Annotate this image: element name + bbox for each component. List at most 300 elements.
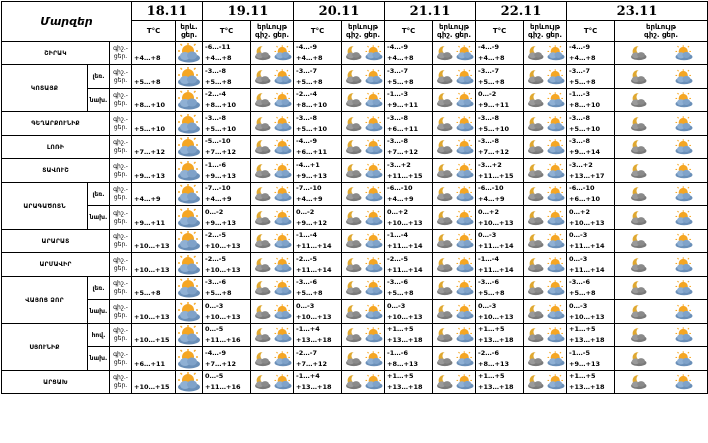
table-row — [2, 159, 708, 183]
sun-cloud-icon — [455, 161, 475, 181]
night-temp: -1…-4 — [478, 254, 499, 263]
day-temp: +6…+11 — [296, 148, 327, 156]
moon-cloud-icon — [525, 302, 545, 322]
sun-cloud-icon — [674, 184, 694, 204]
night-temp: -3…-7 — [569, 66, 590, 75]
sun-cloud-icon — [546, 208, 566, 228]
temperature-cell — [294, 324, 342, 347]
weather-icons-cell — [251, 159, 294, 183]
moon-cloud-icon — [628, 161, 648, 181]
night-temp — [134, 42, 175, 53]
weather-icons-cell — [433, 159, 476, 183]
regions-header: Մարզեր — [2, 2, 132, 42]
night-temp: -4…-9 — [205, 348, 226, 357]
temperature-cell — [132, 159, 176, 183]
moon-cloud-icon — [628, 208, 648, 228]
day-temp: +11…+14 — [569, 265, 605, 274]
temperature-cell — [476, 371, 524, 394]
sun-cloud-icon — [364, 184, 384, 204]
sun-cloud-icon — [364, 231, 384, 251]
sun-cloud-icon — [364, 43, 384, 63]
region-name: ԳԵՂԱՐՔՈՒՆԻՔ — [2, 112, 110, 136]
temperature-cell — [132, 42, 176, 65]
night-temp: -2…-4 — [296, 90, 317, 98]
night-day-label: գիշ.-ցեր. — [110, 183, 132, 206]
temperature-cell — [203, 65, 251, 89]
sun-cloud-icon — [273, 67, 293, 87]
day-temp: +5…+8 — [134, 289, 161, 297]
sun-cloud-icon — [455, 67, 475, 87]
moon-cloud-icon — [434, 43, 454, 63]
night-temp: -1…+4 — [296, 372, 320, 380]
moon-cloud-icon — [525, 67, 545, 87]
day-temp: +11…+14 — [478, 265, 514, 274]
weather-icons-cell — [251, 183, 294, 206]
temperature-cell — [567, 371, 615, 394]
day-temp: +10…+13 — [134, 312, 170, 321]
temperature-cell — [203, 277, 251, 300]
temperature-cell — [567, 277, 615, 300]
region-name: ԿՈՏԱՅՔ — [2, 65, 88, 112]
night-temp: 0…-3 — [569, 301, 588, 310]
day-temp: +8…+10 — [134, 101, 165, 109]
sun-cloud-icon — [455, 349, 475, 369]
day-temp: +11…+15 — [478, 171, 514, 180]
weather-icons-cell — [524, 89, 567, 112]
night-temp: +1…+5 — [387, 372, 414, 380]
moon-cloud-icon — [343, 43, 363, 63]
day-temp: +5…+8 — [205, 77, 232, 86]
day-temp: +6…+10 — [569, 195, 600, 203]
weather-icons-cell — [251, 253, 294, 277]
night-temp — [134, 277, 175, 288]
day-temp: +11…+14 — [569, 242, 605, 250]
weather-icons-cell — [433, 42, 476, 65]
temperature-cell — [132, 277, 176, 300]
moon-cloud-icon — [434, 67, 454, 87]
night-temp: -1…-5 — [569, 348, 590, 357]
moon-cloud-icon — [252, 43, 272, 63]
sun-cloud-icon — [674, 90, 694, 110]
night-temp: -3…-8 — [569, 137, 590, 145]
cloud-col-header-1 — [176, 21, 203, 42]
moon-cloud-icon — [343, 161, 363, 181]
night-temp: +1…+5 — [478, 325, 505, 333]
weather-icons-cell — [251, 371, 294, 394]
sun-cloud-icon — [546, 372, 566, 392]
weather-icons-cell — [524, 112, 567, 136]
sun-cloud-icon — [674, 302, 694, 322]
cloud-col-header-4 — [433, 21, 476, 42]
table-row — [2, 230, 708, 253]
sun-cloud-icon — [455, 255, 475, 275]
moon-cloud-icon — [252, 114, 272, 134]
temperature-cell — [294, 206, 342, 230]
moon-cloud-icon — [628, 184, 648, 204]
temperature-cell — [567, 112, 615, 136]
moon-cloud-icon — [434, 184, 454, 204]
sun-cloud-icon — [176, 136, 203, 159]
temperature-cell — [567, 159, 615, 183]
weather-icons-cell — [524, 253, 567, 277]
temp-col-header-2: T°C — [203, 21, 251, 42]
night-temp: -6…-10 — [387, 184, 413, 192]
temperature-cell — [385, 183, 433, 206]
temperature-cell — [132, 136, 176, 159]
sun-cloud-icon — [273, 137, 293, 157]
temperature-cell — [203, 230, 251, 253]
night-temp: -1…-6 — [387, 348, 408, 357]
night-temp: -4…-9 — [296, 43, 317, 51]
cloud-col-header-5 — [524, 21, 567, 42]
weather-icons-cell — [524, 136, 567, 159]
temperature-cell — [294, 42, 342, 65]
night-temp: -3…-8 — [387, 137, 408, 145]
night-temp — [134, 160, 175, 171]
weather-icons-cell — [342, 277, 385, 300]
day-temp: +8…+13 — [387, 359, 418, 368]
day-temp: +11…+16 — [205, 336, 241, 344]
moon-cloud-icon — [434, 114, 454, 134]
day-temp: +4…+9 — [387, 195, 414, 203]
temperature-cell — [385, 300, 433, 324]
sun-cloud-icon — [546, 255, 566, 275]
sun-cloud-icon — [176, 371, 203, 394]
weather-icons-cell — [615, 65, 708, 89]
moon-cloud-icon — [252, 302, 272, 322]
sun-cloud-icon — [176, 159, 203, 183]
temperature-cell — [132, 371, 176, 394]
moon-cloud-icon — [434, 208, 454, 228]
temperature-cell — [385, 347, 433, 371]
day-temp: +11…+14 — [296, 242, 332, 250]
temperature-cell — [203, 300, 251, 324]
day-temp: +9…+13 — [569, 359, 600, 368]
weather-icons-cell — [251, 300, 294, 324]
night-temp: 0…+2 — [569, 207, 591, 216]
temperature-cell — [203, 112, 251, 136]
sun-cloud-icon — [176, 277, 203, 300]
day-temp: +10…+13 — [296, 312, 332, 321]
day-temp: +9…+13 — [134, 171, 165, 180]
temperature-cell — [385, 42, 433, 65]
day-temp: +5…+10 — [134, 124, 165, 133]
moon-cloud-icon — [343, 90, 363, 110]
moon-cloud-icon — [628, 67, 648, 87]
weather-icons-cell — [433, 300, 476, 324]
weather-icons-cell — [433, 277, 476, 300]
temperature-cell — [476, 230, 524, 253]
night-temp: -1…-4 — [296, 231, 317, 239]
weather-icons-cell — [433, 324, 476, 347]
moon-cloud-icon — [628, 43, 648, 63]
night-day-label: գիշ.-ցեր. — [110, 277, 132, 300]
weather-icons-cell — [615, 324, 708, 347]
day-temp: +7…+12 — [478, 148, 509, 156]
day-temp: +5…+8 — [296, 289, 323, 297]
moon-cloud-icon — [434, 231, 454, 251]
temperature-cell — [567, 324, 615, 347]
temperature-cell — [203, 42, 251, 65]
day-temp: +7…+12 — [205, 148, 236, 156]
moon-cloud-icon — [252, 325, 272, 345]
sun-cloud-icon — [546, 302, 566, 322]
night-temp — [134, 66, 175, 77]
sun-cloud-icon — [455, 302, 475, 322]
day-temp: +10…+13 — [478, 312, 514, 321]
day-temp: +4…+9 — [478, 195, 505, 203]
subregion-label: նախ. — [88, 89, 110, 112]
sun-cloud-icon — [176, 230, 203, 253]
moon-cloud-icon — [252, 372, 272, 392]
table-row — [2, 65, 708, 89]
temperature-cell — [294, 253, 342, 277]
subregion-label: լեռ. — [88, 183, 110, 206]
sun-cloud-icon — [455, 325, 475, 345]
region-name: ՇԻՐԱԿ — [2, 42, 110, 65]
day-temp: +9…+13 — [296, 171, 327, 180]
sun-cloud-icon — [455, 278, 475, 298]
moon-cloud-icon — [628, 349, 648, 369]
night-temp: -4…-9 — [478, 43, 499, 51]
table-row — [2, 253, 708, 277]
day-temp: +5…+8 — [387, 289, 414, 297]
cloud-col-header-6-label: երևույթ — [646, 23, 677, 31]
sun-cloud-icon — [546, 278, 566, 298]
day-temp: +4…+9 — [134, 195, 161, 203]
moon-cloud-icon — [525, 184, 545, 204]
temperature-cell — [203, 253, 251, 277]
night-temp: -2…-4 — [205, 90, 226, 98]
moon-cloud-icon — [434, 372, 454, 392]
day-temp: +8…+10 — [296, 101, 327, 109]
table-row — [2, 112, 708, 136]
day-temp: +11…+15 — [387, 171, 423, 180]
night-temp: 0…+2 — [478, 207, 500, 216]
moon-cloud-icon — [343, 349, 363, 369]
weather-icons-cell — [524, 300, 567, 324]
cloud-col-header-2-day: ցեր. — [272, 31, 290, 39]
moon-cloud-icon — [525, 137, 545, 157]
night-temp: -3…-8 — [569, 113, 590, 122]
subregion-label: նախ. — [88, 300, 110, 324]
day-temp: +5…+10 — [205, 124, 236, 133]
sun-cloud-icon — [674, 372, 694, 392]
day-temp: +13…+18 — [387, 383, 423, 391]
table-row — [2, 300, 708, 324]
night-day-label: գիշ.-ցեր. — [110, 89, 132, 112]
weather-icons-cell — [342, 136, 385, 159]
night-temp: -3…-7 — [387, 66, 408, 75]
temperature-cell — [567, 65, 615, 89]
sun-cloud-icon — [455, 90, 475, 110]
temperature-cell — [132, 300, 176, 324]
sun-cloud-icon — [176, 206, 203, 230]
region-name: ԱՐՑԱԽ — [2, 371, 110, 394]
night-temp: -5…-10 — [205, 137, 231, 145]
weather-icons-cell — [342, 230, 385, 253]
night-day-label: գիշ.-ցեր. — [110, 347, 132, 371]
moon-cloud-icon — [434, 137, 454, 157]
temperature-cell — [567, 42, 615, 65]
temperature-cell — [132, 324, 176, 347]
day-temp: +13…+18 — [478, 383, 514, 391]
moon-cloud-icon — [434, 90, 454, 110]
moon-cloud-icon — [434, 255, 454, 275]
moon-cloud-icon — [252, 349, 272, 369]
cloud-col-header-2-label: երևույթ — [257, 23, 288, 31]
subregion-label: հով. — [88, 324, 110, 347]
sun-cloud-icon — [455, 137, 475, 157]
weather-icons-cell — [524, 206, 567, 230]
temp-col-header-5: T°C — [476, 21, 524, 42]
temperature-cell — [203, 371, 251, 394]
night-temp: 0…-3 — [205, 301, 224, 310]
temperature-cell — [567, 300, 615, 324]
day-temp: +4…+9 — [296, 195, 323, 203]
cloud-col-header-1-day: ցեր. — [180, 31, 198, 39]
temperature-cell — [203, 324, 251, 347]
sun-cloud-icon — [364, 161, 384, 181]
day-temp: +5…+8 — [134, 77, 161, 86]
temperature-cell — [476, 206, 524, 230]
sun-cloud-icon — [674, 231, 694, 251]
temperature-cell — [476, 300, 524, 324]
table-row — [2, 206, 708, 230]
day-temp: +5…+10 — [569, 124, 600, 133]
night-temp — [134, 207, 175, 218]
day-temp: +6…+11 — [387, 124, 418, 133]
temperature-cell — [567, 347, 615, 371]
night-temp: -3…-8 — [478, 137, 499, 145]
sun-cloud-icon — [273, 208, 293, 228]
day-temp: +10…+15 — [134, 336, 170, 344]
sun-cloud-icon — [176, 347, 203, 371]
temperature-cell — [203, 89, 251, 112]
night-temp: -3…-6 — [296, 278, 317, 286]
night-temp: -2…-6 — [478, 348, 499, 357]
sun-cloud-icon — [364, 372, 384, 392]
moon-cloud-icon — [252, 90, 272, 110]
day-temp: +4…+8 — [134, 54, 161, 62]
night-temp: -3…-7 — [296, 66, 317, 75]
day-temp: +10…+13 — [569, 312, 605, 321]
sun-cloud-icon — [273, 90, 293, 110]
sun-cloud-icon — [176, 65, 203, 89]
sun-cloud-icon — [176, 89, 203, 112]
temperature-cell — [203, 159, 251, 183]
temperature-cell — [132, 183, 176, 206]
table-row — [2, 42, 708, 65]
weather-icons-cell — [615, 253, 708, 277]
temperature-cell — [132, 89, 176, 112]
temperature-cell — [294, 112, 342, 136]
temperature-cell — [567, 230, 615, 253]
region-name: ՍՅՈՒՆԻՔ — [2, 324, 88, 371]
night-temp: -3…-6 — [569, 278, 590, 286]
day-temp: +13…+18 — [569, 383, 605, 391]
day-temp: +7…+12 — [134, 148, 165, 156]
temperature-cell — [476, 136, 524, 159]
subregion-label: նախ. — [88, 206, 110, 230]
temperature-cell — [294, 300, 342, 324]
night-temp: -3…-8 — [387, 113, 408, 122]
day-temp: +13…+18 — [296, 336, 332, 344]
night-temp: -3…-6 — [478, 278, 499, 286]
weather-icons-cell — [433, 347, 476, 371]
night-day-label: գիշ.-ցեր. — [110, 112, 132, 136]
day-temp: +10…+13 — [205, 265, 241, 274]
night-temp: -4…+1 — [296, 160, 320, 169]
cloud-col-header-4-day: ցեր. — [454, 31, 472, 39]
weather-icons-cell — [433, 253, 476, 277]
weather-icons-cell — [433, 230, 476, 253]
night-temp: -3…-8 — [296, 113, 317, 122]
moon-cloud-icon — [343, 184, 363, 204]
night-temp: -1…+4 — [296, 325, 320, 333]
night-temp — [134, 348, 175, 359]
night-temp: -2…-5 — [387, 254, 408, 263]
night-temp — [134, 371, 175, 382]
night-temp: 0…+2 — [387, 207, 409, 216]
moon-cloud-icon — [434, 325, 454, 345]
region-name: ԼՈՌԻ — [2, 136, 110, 159]
temperature-cell — [294, 277, 342, 300]
night-temp: -4…-9 — [387, 43, 408, 51]
moon-cloud-icon — [628, 90, 648, 110]
day-temp: +5…+8 — [296, 77, 323, 86]
temperature-cell — [385, 65, 433, 89]
cloud-col-header-6-day: ցեր. — [661, 31, 679, 39]
sun-cloud-icon — [364, 208, 384, 228]
weather-icons-cell — [251, 89, 294, 112]
weather-icons-cell — [342, 65, 385, 89]
sun-cloud-icon — [364, 349, 384, 369]
sun-cloud-icon — [364, 137, 384, 157]
subregion-label: լեռ. — [88, 65, 110, 89]
moon-cloud-icon — [525, 349, 545, 369]
temperature-cell — [567, 89, 615, 112]
sun-cloud-icon — [176, 183, 203, 206]
night-temp: -1…-4 — [387, 231, 408, 239]
day-temp: +4…+8 — [205, 54, 232, 62]
region-name: ԱՐԱԳԱԾՈՏՆ — [2, 183, 88, 230]
weather-icons-cell — [524, 371, 567, 394]
moon-cloud-icon — [252, 208, 272, 228]
moon-cloud-icon — [252, 184, 272, 204]
weather-icons-cell — [342, 112, 385, 136]
day-temp: +11…+14 — [478, 242, 514, 250]
night-temp: -6…-11 — [205, 43, 231, 51]
night-temp: 0…-3 — [569, 231, 588, 239]
night-temp: 0…-3 — [478, 301, 497, 310]
temperature-cell — [476, 65, 524, 89]
night-day-label: գիշ.-ցեր. — [110, 324, 132, 347]
weather-icons-cell — [524, 277, 567, 300]
weather-icons-cell — [615, 159, 708, 183]
weather-icons-cell — [342, 371, 385, 394]
day-temp: +13…+18 — [478, 336, 514, 344]
weather-icons-cell — [524, 230, 567, 253]
region-name: ՏԱՎՈՒՇ — [2, 159, 110, 183]
temperature-cell — [476, 253, 524, 277]
weather-icons-cell — [615, 136, 708, 159]
day-temp: +10…+13 — [478, 218, 514, 227]
night-day-label: գիշ.-ցեր. — [110, 300, 132, 324]
sun-cloud-icon — [546, 67, 566, 87]
temperature-cell — [476, 89, 524, 112]
night-day-label: գիշ.-ցեր. — [110, 159, 132, 183]
